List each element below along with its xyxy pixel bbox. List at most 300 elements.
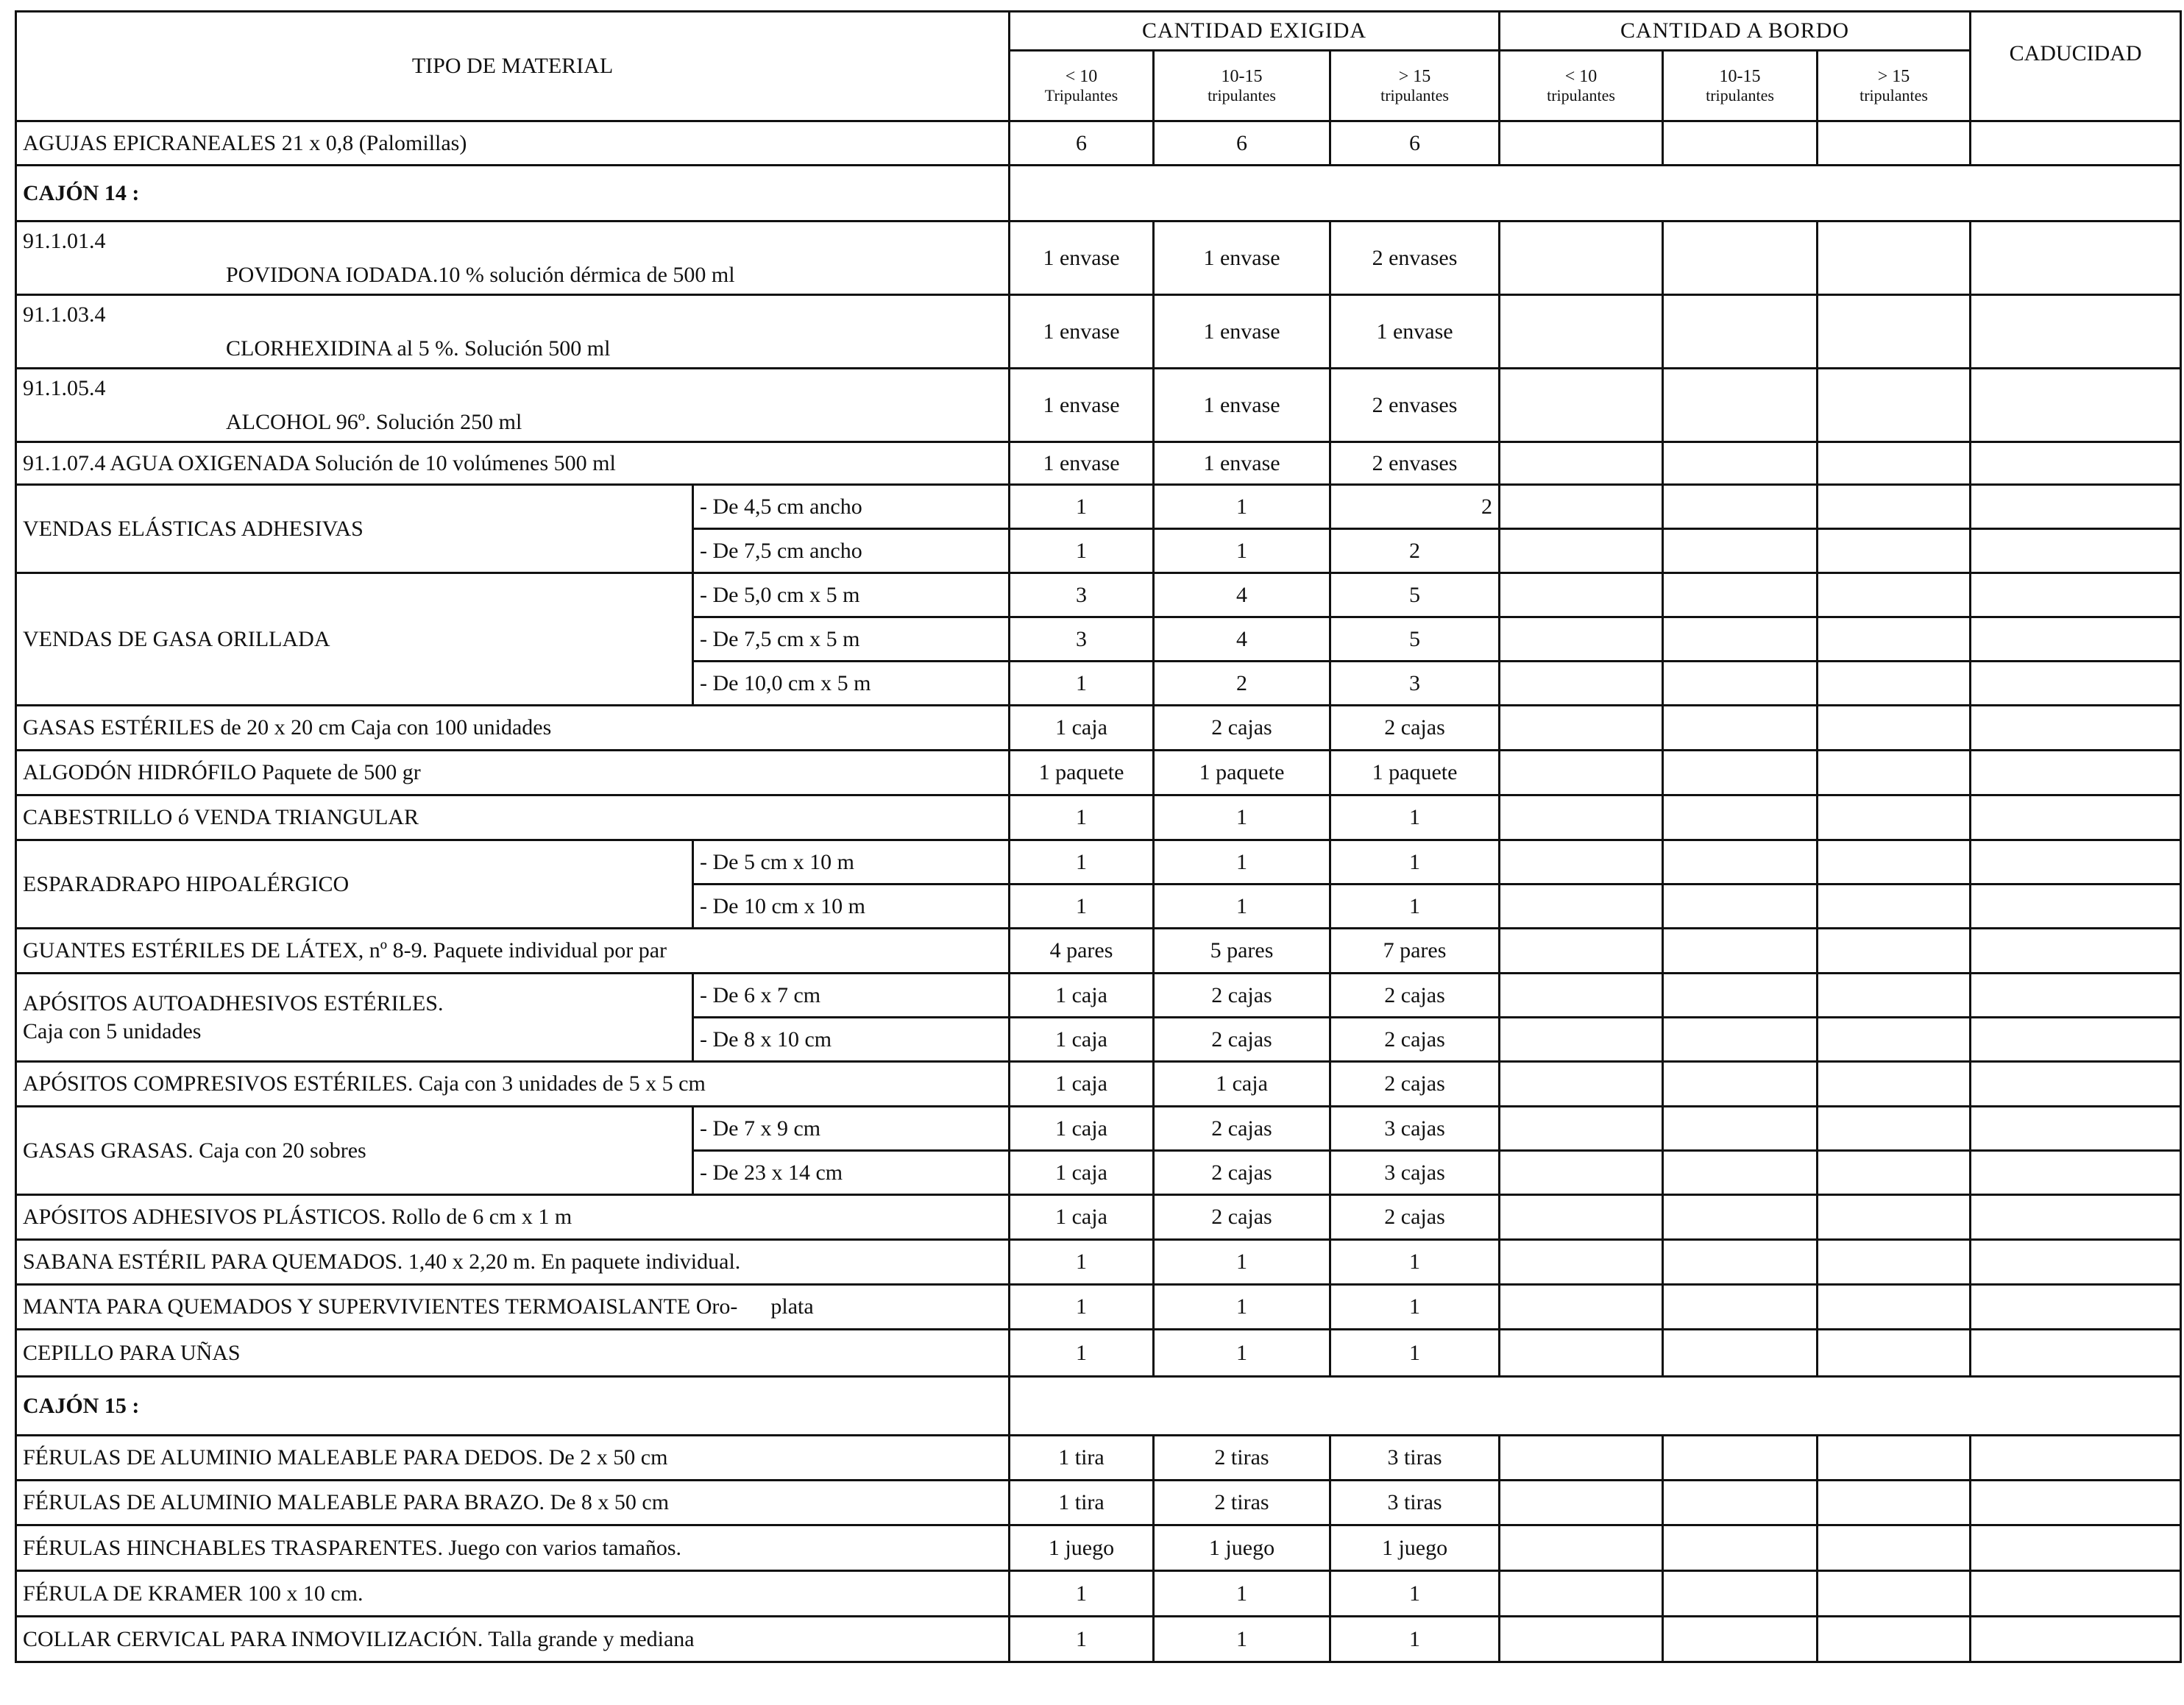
onboard-cell[interactable] xyxy=(1500,751,1663,795)
table-row xyxy=(16,369,2181,442)
onboard-cell[interactable] xyxy=(1500,529,1663,573)
expiry-cell[interactable] xyxy=(1971,1330,2181,1377)
onboard-cell[interactable] xyxy=(1663,1285,1818,1330)
onboard-cell[interactable] xyxy=(1500,369,1663,442)
item-sublabel: - De 7 x 9 cm xyxy=(693,1107,1010,1151)
onboard-cell[interactable] xyxy=(1818,929,1971,974)
qty-cell: 1 tira xyxy=(1010,1436,1154,1481)
table-row xyxy=(16,1285,2181,1330)
onboard-cell[interactable] xyxy=(1818,840,1971,885)
expiry-cell[interactable] xyxy=(1971,1151,2181,1195)
qty-cell: 2 cajas xyxy=(1154,1018,1330,1062)
qty-cell: 1 envase xyxy=(1010,295,1154,369)
item-name: POVIDONA IODADA.10 % solución dérmica de 500 ml xyxy=(226,262,735,287)
item-label: CEPILLO PARA UÑAS xyxy=(16,1330,1010,1377)
qty-cell: 1 envase xyxy=(1010,369,1154,442)
onboard-cell[interactable] xyxy=(1663,1240,1818,1285)
item-label xyxy=(16,974,693,1062)
table-row xyxy=(16,1062,2181,1107)
qty-cell: 1 caja xyxy=(1010,1151,1154,1195)
item-name: APÓSITOS AUTOADHESIVOS ESTÉRILES. xyxy=(23,991,444,1015)
onboard-cell[interactable] xyxy=(1500,442,1663,485)
qty-cell: 1 tira xyxy=(1010,1481,1154,1525)
qty-cell: 6 xyxy=(1154,121,1330,166)
header-col xyxy=(1663,51,1818,121)
table-row xyxy=(16,221,2181,295)
expiry-cell[interactable] xyxy=(1971,442,2181,485)
qty-cell: 1 xyxy=(1330,840,1500,885)
item-label: APÓSITOS COMPRESIVOS ESTÉRILES. Caja con 3 unidades de 5 x 5 cm xyxy=(16,1062,1010,1107)
onboard-cell[interactable] xyxy=(1818,295,1971,369)
qty-cell: 1 juego xyxy=(1010,1525,1154,1571)
item-sublabel: - De 5 cm x 10 m xyxy=(693,840,1010,885)
expiry-cell[interactable] xyxy=(1971,1195,2181,1240)
qty-cell: 1 xyxy=(1010,840,1154,885)
qty-cell: 2 cajas xyxy=(1330,706,1500,751)
item-label: CABESTRILLO ó VENDA TRIANGULAR xyxy=(16,795,1010,840)
qty-cell: 1 juego xyxy=(1330,1525,1500,1571)
onboard-cell[interactable] xyxy=(1500,1195,1663,1240)
onboard-cell[interactable] xyxy=(1500,1571,1663,1617)
onboard-cell[interactable] xyxy=(1818,1195,1971,1240)
qty-cell: 7 pares xyxy=(1330,929,1500,974)
onboard-cell[interactable] xyxy=(1818,795,1971,840)
qty-cell: 1 xyxy=(1010,795,1154,840)
expiry-cell[interactable] xyxy=(1971,121,2181,166)
onboard-cell[interactable] xyxy=(1500,1107,1663,1151)
onboard-cell[interactable] xyxy=(1663,442,1818,485)
expiry-cell[interactable] xyxy=(1971,1285,2181,1330)
qty-cell: 1 xyxy=(1154,1240,1330,1285)
onboard-cell[interactable] xyxy=(1663,974,1818,1018)
qty-cell: 2 cajas xyxy=(1154,706,1330,751)
item-label: GASAS ESTÉRILES de 20 x 20 cm Caja con 100 unidades xyxy=(16,706,1010,751)
onboard-cell[interactable] xyxy=(1500,795,1663,840)
header-col xyxy=(1154,51,1330,121)
onboard-cell[interactable] xyxy=(1663,1617,1818,1662)
onboard-cell[interactable] xyxy=(1818,573,1971,617)
item-label: ALGODÓN HIDRÓFILO Paquete de 500 gr xyxy=(16,751,1010,795)
onboard-cell[interactable] xyxy=(1818,442,1971,485)
table-row xyxy=(16,1525,2181,1571)
onboard-cell[interactable] xyxy=(1500,1151,1663,1195)
qty-cell: 1 xyxy=(1154,1285,1330,1330)
table-row xyxy=(16,840,2181,885)
onboard-cell[interactable] xyxy=(1663,573,1818,617)
qty-cell: 2 cajas xyxy=(1154,1107,1330,1151)
qty-cell: 1 xyxy=(1154,485,1330,529)
header-col-top: 10-15 xyxy=(1221,67,1263,87)
section-row xyxy=(16,1377,2181,1436)
qty-cell: 1 caja xyxy=(1010,1018,1154,1062)
qty-cell: 2 envases xyxy=(1330,221,1500,295)
section-blank xyxy=(1010,1377,2181,1436)
table-row xyxy=(16,706,2181,751)
onboard-cell[interactable] xyxy=(1663,121,1818,166)
onboard-cell[interactable] xyxy=(1500,840,1663,885)
table-row xyxy=(16,1436,2181,1481)
qty-cell: 1 caja xyxy=(1010,1195,1154,1240)
table-row xyxy=(16,929,2181,974)
table-row xyxy=(16,1330,2181,1377)
qty-cell: 1 caja xyxy=(1010,1107,1154,1151)
item-label: GUANTES ESTÉRILES DE LÁTEX, nº 8-9. Paquete individual por par xyxy=(16,929,1010,974)
onboard-cell[interactable] xyxy=(1818,617,1971,662)
item-code: 91.1.05.4 xyxy=(23,376,106,400)
qty-cell: 2 xyxy=(1330,529,1500,573)
onboard-cell[interactable] xyxy=(1663,1571,1818,1617)
item-label: FÉRULA DE KRAMER 100 x 10 cm. xyxy=(16,1571,1010,1617)
onboard-cell[interactable] xyxy=(1500,1062,1663,1107)
item-label: MANTA PARA QUEMADOS Y SUPERVIVIENTES TERMOAISLANTE Oro- plata xyxy=(16,1285,1010,1330)
table-row xyxy=(16,1571,2181,1617)
qty-cell: 3 xyxy=(1010,573,1154,617)
qty-cell: 4 xyxy=(1154,573,1330,617)
qty-cell: 2 cajas xyxy=(1154,1151,1330,1195)
table-row xyxy=(16,974,2181,1018)
onboard-cell[interactable] xyxy=(1818,121,1971,166)
qty-cell: 1 xyxy=(1010,1240,1154,1285)
section-title: CAJÓN 14 : xyxy=(16,166,1010,221)
qty-cell: 1 envase xyxy=(1154,221,1330,295)
onboard-cell[interactable] xyxy=(1663,617,1818,662)
expiry-cell[interactable] xyxy=(1971,885,2181,929)
qty-cell: 1 xyxy=(1010,1617,1154,1662)
expiry-cell[interactable] xyxy=(1971,1481,2181,1525)
qty-cell: 2 envases xyxy=(1330,442,1500,485)
header-col xyxy=(1500,51,1663,121)
item-label xyxy=(16,295,1010,369)
qty-cell: 1 caja xyxy=(1154,1062,1330,1107)
qty-cell: 1 xyxy=(1330,885,1500,929)
onboard-cell[interactable] xyxy=(1663,662,1818,706)
qty-cell: 3 tiras xyxy=(1330,1436,1500,1481)
onboard-cell[interactable] xyxy=(1500,617,1663,662)
item-sublabel: - De 5,0 cm x 5 m xyxy=(693,573,1010,617)
qty-cell: 1 xyxy=(1154,840,1330,885)
qty-cell: 6 xyxy=(1330,121,1500,166)
header-col-top: < 10 xyxy=(1564,67,1598,87)
expiry-cell[interactable] xyxy=(1971,706,2181,751)
qty-cell: 1 xyxy=(1154,795,1330,840)
onboard-cell[interactable] xyxy=(1663,1018,1818,1062)
header-col xyxy=(1818,51,1971,121)
onboard-cell[interactable] xyxy=(1663,1107,1818,1151)
table-row xyxy=(16,295,2181,369)
onboard-cell[interactable] xyxy=(1500,485,1663,529)
qty-cell: 1 xyxy=(1010,885,1154,929)
onboard-cell[interactable] xyxy=(1500,1525,1663,1571)
qty-cell: 1 xyxy=(1010,1571,1154,1617)
onboard-cell[interactable] xyxy=(1818,1062,1971,1107)
qty-cell: 1 envase xyxy=(1154,295,1330,369)
header-cantidad-exigida: CANTIDAD EXIGIDA xyxy=(1010,12,1500,51)
table-row xyxy=(16,795,2181,840)
qty-cell: 1 xyxy=(1010,1285,1154,1330)
header-col-bottom: tripulantes xyxy=(1380,85,1449,104)
item-sublabel: - De 8 x 10 cm xyxy=(693,1018,1010,1062)
onboard-cell[interactable] xyxy=(1663,706,1818,751)
item-sublabel: - De 6 x 7 cm xyxy=(693,974,1010,1018)
qty-cell: 1 juego xyxy=(1154,1525,1330,1571)
qty-cell: 1 caja xyxy=(1010,1062,1154,1107)
qty-cell: 3 xyxy=(1330,662,1500,706)
item-name: CLORHEXIDINA al 5 %. Solución 500 ml xyxy=(226,336,611,361)
expiry-cell[interactable] xyxy=(1971,1571,2181,1617)
onboard-cell[interactable] xyxy=(1663,485,1818,529)
expiry-cell[interactable] xyxy=(1971,1240,2181,1285)
item-label: FÉRULAS HINCHABLES TRASPARENTES. Juego con varios tamaños. xyxy=(16,1525,1010,1571)
expiry-cell[interactable] xyxy=(1971,369,2181,442)
onboard-cell[interactable] xyxy=(1818,1525,1971,1571)
onboard-cell[interactable] xyxy=(1500,295,1663,369)
header-col-top: < 10 xyxy=(1065,67,1098,87)
onboard-cell[interactable] xyxy=(1818,1617,1971,1662)
item-code: 91.1.03.4 xyxy=(23,302,106,327)
onboard-cell[interactable] xyxy=(1818,706,1971,751)
onboard-cell[interactable] xyxy=(1663,751,1818,795)
onboard-cell[interactable] xyxy=(1500,221,1663,295)
onboard-cell[interactable] xyxy=(1663,369,1818,442)
item-sublabel: - De 7,5 cm x 5 m xyxy=(693,617,1010,662)
qty-cell: 2 cajas xyxy=(1330,1018,1500,1062)
onboard-cell[interactable] xyxy=(1500,929,1663,974)
qty-cell: 2 tiras xyxy=(1154,1436,1330,1481)
item-label: AGUJAS EPICRANEALES 21 x 0,8 (Palomillas) xyxy=(16,121,1010,166)
onboard-cell[interactable] xyxy=(1818,1151,1971,1195)
inventory-table xyxy=(15,10,2182,1663)
expiry-cell[interactable] xyxy=(1971,751,2181,795)
onboard-cell[interactable] xyxy=(1663,1330,1818,1377)
onboard-cell[interactable] xyxy=(1818,974,1971,1018)
onboard-cell[interactable] xyxy=(1500,573,1663,617)
qty-cell: 1 paquete xyxy=(1010,751,1154,795)
qty-cell: 2 cajas xyxy=(1330,1195,1500,1240)
qty-cell: 1 xyxy=(1154,1330,1330,1377)
qty-cell: 1 xyxy=(1330,1617,1500,1662)
item-label: FÉRULAS DE ALUMINIO MALEABLE PARA BRAZO. De 8 x 50 cm xyxy=(16,1481,1010,1525)
item-label: GASAS GRASAS. Caja con 20 sobres xyxy=(16,1107,693,1195)
qty-cell: 5 xyxy=(1330,617,1500,662)
onboard-cell[interactable] xyxy=(1500,121,1663,166)
onboard-cell[interactable] xyxy=(1500,1436,1663,1481)
qty-cell: 2 xyxy=(1154,662,1330,706)
qty-cell: 1 xyxy=(1330,1240,1500,1285)
expiry-cell[interactable] xyxy=(1971,840,2181,885)
onboard-cell[interactable] xyxy=(1818,885,1971,929)
header-material: TIPO DE MATERIAL xyxy=(16,12,1010,121)
qty-cell: 1 xyxy=(1154,529,1330,573)
qty-cell: 4 xyxy=(1154,617,1330,662)
qty-cell: 1 xyxy=(1010,1330,1154,1377)
onboard-cell[interactable] xyxy=(1500,1330,1663,1377)
item-sublabel: - De 4,5 cm ancho xyxy=(693,485,1010,529)
section-blank xyxy=(1010,166,2181,221)
onboard-cell[interactable] xyxy=(1818,1107,1971,1151)
item-sublabel: - De 7,5 cm ancho xyxy=(693,529,1010,573)
item-code: 91.1.01.4 xyxy=(23,229,106,253)
item-label: VENDAS DE GASA ORILLADA xyxy=(16,573,693,706)
qty-cell: 6 xyxy=(1010,121,1154,166)
section-row xyxy=(16,166,2181,221)
qty-cell: 1 envase xyxy=(1330,295,1500,369)
qty-cell: 2 tiras xyxy=(1154,1481,1330,1525)
qty-cell: 1 xyxy=(1010,485,1154,529)
item-note: Caja con 5 unidades xyxy=(23,1018,202,1043)
onboard-cell[interactable] xyxy=(1818,529,1971,573)
item-sublabel: - De 23 x 14 cm xyxy=(693,1151,1010,1195)
onboard-cell[interactable] xyxy=(1663,1481,1818,1525)
item-label: COLLAR CERVICAL PARA INMOVILIZACIÓN. Talla grande y mediana xyxy=(16,1617,1010,1662)
onboard-cell[interactable] xyxy=(1500,1018,1663,1062)
onboard-cell[interactable] xyxy=(1818,485,1971,529)
table-row xyxy=(16,1481,2181,1525)
header-col-bottom: tripulantes xyxy=(1706,85,1774,104)
qty-cell: 1 xyxy=(1010,662,1154,706)
item-label: FÉRULAS DE ALUMINIO MALEABLE PARA DEDOS. De 2 x 50 cm xyxy=(16,1436,1010,1481)
table-row xyxy=(16,1617,2181,1662)
onboard-cell[interactable] xyxy=(1818,1330,1971,1377)
onboard-cell[interactable] xyxy=(1663,295,1818,369)
table-row xyxy=(16,1107,2181,1151)
table-row xyxy=(16,121,2181,166)
onboard-cell[interactable] xyxy=(1818,369,1971,442)
expiry-cell[interactable] xyxy=(1971,1617,2181,1662)
expiry-cell[interactable] xyxy=(1971,1062,2181,1107)
onboard-cell[interactable] xyxy=(1663,221,1818,295)
header-col xyxy=(1010,51,1154,121)
qty-cell: 4 pares xyxy=(1010,929,1154,974)
qty-cell: 1 paquete xyxy=(1330,751,1500,795)
onboard-cell[interactable] xyxy=(1663,840,1818,885)
onboard-cell[interactable] xyxy=(1663,1195,1818,1240)
onboard-cell[interactable] xyxy=(1663,795,1818,840)
onboard-cell[interactable] xyxy=(1500,1481,1663,1525)
qty-cell: 5 pares xyxy=(1154,929,1330,974)
item-label: 91.1.07.4 AGUA OXIGENADA Solución de 10 volúmenes 500 ml xyxy=(16,442,1010,485)
onboard-cell[interactable] xyxy=(1663,1525,1818,1571)
section-title: CAJÓN 15 : xyxy=(16,1377,1010,1436)
qty-cell: 1 caja xyxy=(1010,974,1154,1018)
expiry-cell[interactable] xyxy=(1971,1525,2181,1571)
item-label xyxy=(16,369,1010,442)
onboard-cell[interactable] xyxy=(1663,929,1818,974)
header-caducidad: CADUCIDAD xyxy=(1971,12,2181,121)
onboard-cell[interactable] xyxy=(1818,1240,1971,1285)
header-col xyxy=(1330,51,1500,121)
item-label: ESPARADRAPO HIPOALÉRGICO xyxy=(16,840,693,929)
expiry-cell[interactable] xyxy=(1971,221,2181,295)
onboard-cell[interactable] xyxy=(1500,1617,1663,1662)
onboard-cell[interactable] xyxy=(1500,1285,1663,1330)
onboard-cell[interactable] xyxy=(1500,706,1663,751)
header-col-top: > 15 xyxy=(1877,67,1910,87)
expiry-cell[interactable] xyxy=(1971,295,2181,369)
expiry-cell[interactable] xyxy=(1971,1018,2181,1062)
onboard-cell[interactable] xyxy=(1500,885,1663,929)
header-col-bottom: Tripulantes xyxy=(1044,85,1118,104)
qty-cell: 3 xyxy=(1010,617,1154,662)
qty-cell: 2 xyxy=(1330,485,1500,529)
qty-cell: 1 xyxy=(1154,1571,1330,1617)
onboard-cell[interactable] xyxy=(1663,885,1818,929)
expiry-cell[interactable] xyxy=(1971,974,2181,1018)
expiry-cell[interactable] xyxy=(1971,662,2181,706)
expiry-cell[interactable] xyxy=(1971,1107,2181,1151)
table-row xyxy=(16,573,2181,617)
onboard-cell[interactable] xyxy=(1818,751,1971,795)
table-row xyxy=(16,1195,2181,1240)
qty-cell: 1 envase xyxy=(1154,369,1330,442)
qty-cell: 2 cajas xyxy=(1330,1062,1500,1107)
onboard-cell[interactable] xyxy=(1663,1436,1818,1481)
table-row xyxy=(16,751,2181,795)
qty-cell: 1 xyxy=(1330,1571,1500,1617)
onboard-cell[interactable] xyxy=(1663,529,1818,573)
table-row xyxy=(16,1240,2181,1285)
item-name: ALCOHOL 96º. Solución 250 ml xyxy=(226,409,522,434)
onboard-cell[interactable] xyxy=(1663,1151,1818,1195)
qty-cell: 1 envase xyxy=(1154,442,1330,485)
expiry-cell[interactable] xyxy=(1971,529,2181,573)
item-label: VENDAS ELÁSTICAS ADHESIVAS xyxy=(16,485,693,573)
item-label: SABANA ESTÉRIL PARA QUEMADOS. 1,40 x 2,20 m. En paquete individual. xyxy=(16,1240,1010,1285)
qty-cell: 1 caja xyxy=(1010,706,1154,751)
table-row xyxy=(16,442,2181,485)
header-col-bottom: tripulantes xyxy=(1547,85,1615,104)
qty-cell: 1 xyxy=(1154,1617,1330,1662)
expiry-cell[interactable] xyxy=(1971,573,2181,617)
qty-cell: 1 paquete xyxy=(1154,751,1330,795)
expiry-cell[interactable] xyxy=(1971,929,2181,974)
qty-cell: 2 cajas xyxy=(1154,974,1330,1018)
qty-cell: 1 xyxy=(1330,1330,1500,1377)
qty-cell: 1 envase xyxy=(1010,221,1154,295)
header-col-top: 10-15 xyxy=(1719,67,1761,87)
expiry-cell[interactable] xyxy=(1971,617,2181,662)
onboard-cell[interactable] xyxy=(1818,1481,1971,1525)
expiry-cell[interactable] xyxy=(1971,485,2181,529)
item-sublabel: - De 10 cm x 10 m xyxy=(693,885,1010,929)
qty-cell: 1 envase xyxy=(1010,442,1154,485)
onboard-cell[interactable] xyxy=(1500,662,1663,706)
onboard-cell[interactable] xyxy=(1500,1240,1663,1285)
onboard-cell[interactable] xyxy=(1818,221,1971,295)
onboard-cell[interactable] xyxy=(1500,974,1663,1018)
item-sublabel: - De 10,0 cm x 5 m xyxy=(693,662,1010,706)
qty-cell: 3 cajas xyxy=(1330,1151,1500,1195)
onboard-cell[interactable] xyxy=(1818,1018,1971,1062)
onboard-cell[interactable] xyxy=(1818,1436,1971,1481)
qty-cell: 3 cajas xyxy=(1330,1107,1500,1151)
expiry-cell[interactable] xyxy=(1971,795,2181,840)
onboard-cell[interactable] xyxy=(1818,1571,1971,1617)
onboard-cell[interactable] xyxy=(1818,1285,1971,1330)
table-row xyxy=(16,485,2181,529)
qty-cell: 2 cajas xyxy=(1154,1195,1330,1240)
qty-cell: 1 xyxy=(1330,1285,1500,1330)
qty-cell: 1 xyxy=(1330,795,1500,840)
qty-cell: 3 tiras xyxy=(1330,1481,1500,1525)
onboard-cell[interactable] xyxy=(1663,1062,1818,1107)
expiry-cell[interactable] xyxy=(1971,1436,2181,1481)
qty-cell: 1 xyxy=(1010,529,1154,573)
onboard-cell[interactable] xyxy=(1818,662,1971,706)
qty-cell: 1 xyxy=(1154,885,1330,929)
header-col-bottom: tripulantes xyxy=(1859,85,1928,104)
item-label: APÓSITOS ADHESIVOS PLÁSTICOS. Rollo de 6 cm x 1 m xyxy=(16,1195,1010,1240)
header-col-top: > 15 xyxy=(1398,67,1431,87)
